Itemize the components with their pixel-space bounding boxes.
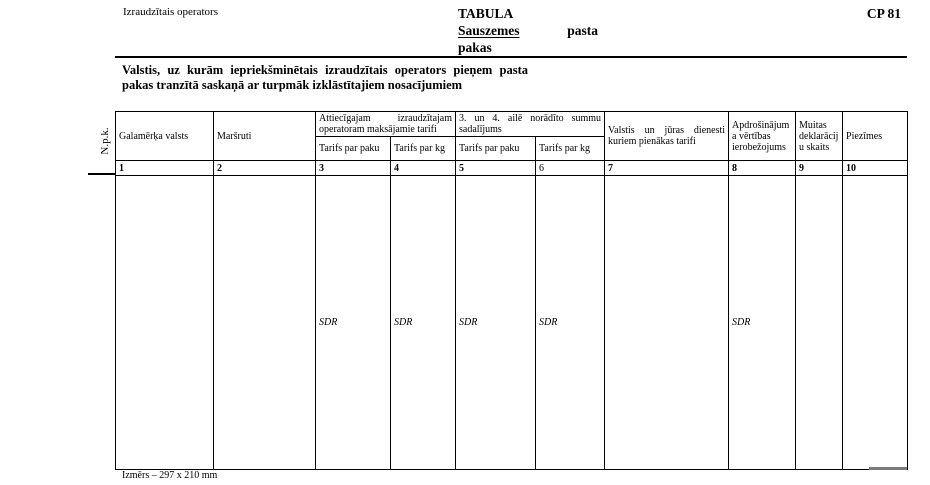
header-cell-tariff-per-parcel-2: Tarifs par paku (456, 137, 536, 161)
header-cell-routes: Maršruti (214, 112, 316, 161)
sdr-cell-tariff-per-parcel-1: SDR (316, 176, 391, 470)
table-body-row (116, 176, 908, 470)
column-number-6: 6 (536, 161, 605, 176)
header-cell-services: Valstis un jūras dienesti kuriem pienākas tarifi (605, 112, 729, 161)
header-cell-insurance-limit: Apdrošinājuma vērtības ierobežojums (729, 112, 796, 161)
header-cell-customs-declarations: Muitas deklarāciju skaits (796, 112, 843, 161)
column-number-4: 4 (391, 161, 456, 176)
form-title-block (458, 5, 598, 56)
header-group-breakdown: 3. un 4. ailē norādīto summu sadalījums (456, 112, 605, 137)
column-number-7: 7 (605, 161, 729, 176)
subtitle-word-sauszemes: Sauszemes (458, 23, 520, 38)
body-cell-routes (214, 176, 316, 470)
sdr-cell-insurance-limit: SDR (729, 176, 796, 470)
header-row-groups (116, 112, 908, 137)
form-table (115, 111, 908, 470)
size-note: Izmērs – 297 x 210 mm (122, 470, 218, 481)
form-code: CP 81 (866, 6, 901, 21)
header-cell-destination: Galamērķa valsts (116, 112, 214, 161)
header-cell-tariff-per-kg-2: Tarifs par kg (536, 137, 605, 161)
operator-label: Izraudzītais operators (123, 6, 218, 18)
sdr-cell-tariff-per-parcel-2: SDR (456, 176, 536, 470)
row-index-label: N.p.k. (99, 127, 111, 155)
body-cell-services (605, 176, 729, 470)
column-number-10: 10 (843, 161, 908, 176)
body-cell-destination (116, 176, 214, 470)
column-number-5: 5 (456, 161, 536, 176)
form-subtitle-line1 (458, 22, 598, 39)
column-number-1: 1 (116, 161, 214, 176)
column-number-row (116, 161, 908, 176)
body-cell-notes (843, 176, 908, 470)
column-number-8: 8 (729, 161, 796, 176)
form-subtitle-line2: pakas (458, 40, 492, 55)
header-cell-notes: Piezīmes (843, 112, 908, 161)
header-cell-tariff-per-parcel-1: Tarifs par paku (316, 137, 391, 161)
header-rule (115, 56, 907, 58)
header-underline-extension (88, 173, 115, 175)
header-cell-tariff-per-kg-1: Tarifs par kg (391, 137, 456, 161)
sdr-cell-tariff-per-kg-1: SDR (391, 176, 456, 470)
sdr-cell-tariff-per-kg-2: SDR (536, 176, 605, 470)
intro-paragraph: Valstis, uz kurām iepriekšminētais izraudzītais operators pieņem pasta pakas tranzītā saskaņā ar turpmāk izklāstītajiem nosacījumiem (122, 63, 528, 92)
form-title: TABULA (458, 6, 514, 21)
scan-artifact-dash (869, 467, 907, 470)
body-cell-customs-declarations (796, 176, 843, 470)
column-number-9: 9 (796, 161, 843, 176)
header-group-tariffs: Attiecīgajam izraudzītajam operatoram maksājamie tarifi (316, 112, 456, 137)
subtitle-word-pasta: pasta (567, 23, 598, 38)
column-number-2: 2 (214, 161, 316, 176)
column-number-3: 3 (316, 161, 391, 176)
